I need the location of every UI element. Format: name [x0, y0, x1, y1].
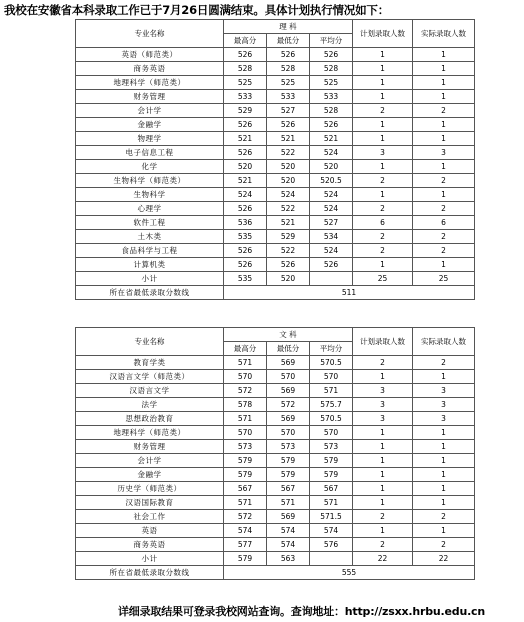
cell-min: 574	[267, 524, 310, 538]
cell-name: 汉语国际教育	[76, 496, 224, 510]
cell-min: 521	[267, 216, 310, 230]
table-row	[76, 132, 475, 146]
table-row	[76, 440, 475, 454]
table-header-row	[76, 328, 475, 342]
cell-plan: 2	[353, 538, 413, 552]
cell-name: 商务英语	[76, 62, 224, 76]
cell-name: 金融学	[76, 468, 224, 482]
cell-actual: 2	[413, 510, 475, 524]
cell-min: 579	[267, 468, 310, 482]
cell-max: 536	[224, 216, 267, 230]
provincial-line-value: 555	[224, 566, 475, 580]
cell-avg: 571	[310, 496, 353, 510]
cell-actual: 1	[413, 90, 475, 104]
cell-actual: 6	[413, 216, 475, 230]
cell-min: 572	[267, 398, 310, 412]
table-row	[76, 370, 475, 384]
table-row	[76, 146, 475, 160]
cell-actual: 1	[413, 524, 475, 538]
cell-actual: 2	[413, 174, 475, 188]
cell-max: 526	[224, 202, 267, 216]
cell-avg: 575.7	[310, 398, 353, 412]
cell-plan: 1	[353, 426, 413, 440]
cell-max: 521	[224, 174, 267, 188]
cell-plan: 1	[353, 468, 413, 482]
subtotal-max: 535	[224, 272, 267, 286]
subtotal-row	[76, 552, 475, 566]
category-header: 文 科	[224, 328, 353, 342]
cell-min: 526	[267, 48, 310, 62]
cell-avg: 527	[310, 216, 353, 230]
page-heading: 我校在安徽省本科录取工作已于7月26日圆满结束。具体计划执行情况如下：	[4, 3, 390, 17]
subtotal-label: 小计	[76, 552, 224, 566]
table-row	[76, 258, 475, 272]
column-header-major: 专业名称	[76, 20, 224, 48]
cell-name: 软件工程	[76, 216, 224, 230]
cell-actual: 2	[413, 538, 475, 552]
cell-name: 生物科学（师范类）	[76, 174, 224, 188]
cell-min: 522	[267, 244, 310, 258]
cell-plan: 6	[353, 216, 413, 230]
provincial-line-row	[76, 286, 475, 300]
cell-actual: 1	[413, 426, 475, 440]
cell-name: 教育学类	[76, 356, 224, 370]
cell-plan: 2	[353, 174, 413, 188]
cell-min: 522	[267, 146, 310, 160]
table-row	[76, 496, 475, 510]
column-header-actual: 实际录取人数	[413, 328, 475, 356]
cell-max: 571	[224, 496, 267, 510]
cell-name: 汉语言文学	[76, 384, 224, 398]
cell-max: 525	[224, 76, 267, 90]
cell-avg: 528	[310, 62, 353, 76]
cell-max: 572	[224, 384, 267, 398]
cell-name: 社会工作	[76, 510, 224, 524]
cell-name: 土木类	[76, 230, 224, 244]
cell-max: 529	[224, 104, 267, 118]
cell-min: 567	[267, 482, 310, 496]
cell-min: 570	[267, 426, 310, 440]
cell-plan: 3	[353, 412, 413, 426]
table-row	[76, 104, 475, 118]
cell-plan: 1	[353, 76, 413, 90]
cell-max: 521	[224, 132, 267, 146]
cell-plan: 1	[353, 48, 413, 62]
cell-name: 心理学	[76, 202, 224, 216]
table-row	[76, 216, 475, 230]
column-header-plan: 计划录取人数	[353, 328, 413, 356]
cell-name: 计算机类	[76, 258, 224, 272]
cell-actual: 1	[413, 76, 475, 90]
table-row	[76, 524, 475, 538]
cell-max: 528	[224, 62, 267, 76]
cell-name: 食品科学与工程	[76, 244, 224, 258]
cell-plan: 1	[353, 62, 413, 76]
cell-actual: 1	[413, 258, 475, 272]
cell-name: 地理科学（师范类）	[76, 426, 224, 440]
cell-actual: 1	[413, 370, 475, 384]
cell-avg: 526	[310, 118, 353, 132]
cell-plan: 1	[353, 132, 413, 146]
cell-avg: 528	[310, 104, 353, 118]
subtotal-actual: 25	[413, 272, 475, 286]
table-row	[76, 510, 475, 524]
cell-avg: 570.5	[310, 356, 353, 370]
column-header-max: 最高分	[224, 342, 267, 356]
cell-avg: 533	[310, 90, 353, 104]
cell-min: 522	[267, 202, 310, 216]
cell-avg: 526	[310, 258, 353, 272]
subtotal-avg	[310, 272, 353, 286]
cell-min: 579	[267, 454, 310, 468]
table-row	[76, 482, 475, 496]
cell-actual: 1	[413, 48, 475, 62]
table-row	[76, 76, 475, 90]
cell-max: 571	[224, 356, 267, 370]
science-admission-table	[75, 19, 475, 300]
cell-max: 567	[224, 482, 267, 496]
page-footer: 详细录取结果可登录我校网站查询。查询地址：http://zsxx.hrbu.edu.cn	[118, 605, 486, 618]
subtotal-row	[76, 272, 475, 286]
cell-max: 524	[224, 188, 267, 202]
cell-avg: 520.5	[310, 174, 353, 188]
cell-name: 物理学	[76, 132, 224, 146]
arts-admission-table	[75, 327, 475, 580]
cell-actual: 1	[413, 118, 475, 132]
cell-min: 526	[267, 258, 310, 272]
column-header-plan: 计划录取人数	[353, 20, 413, 48]
cell-avg: 567	[310, 482, 353, 496]
cell-name: 会计学	[76, 104, 224, 118]
cell-actual: 2	[413, 230, 475, 244]
cell-max: 574	[224, 524, 267, 538]
cell-min: 521	[267, 132, 310, 146]
cell-avg: 520	[310, 160, 353, 174]
cell-avg: 524	[310, 146, 353, 160]
column-header-major: 专业名称	[76, 328, 224, 356]
cell-actual: 1	[413, 160, 475, 174]
cell-name: 财务管理	[76, 90, 224, 104]
cell-name: 法学	[76, 398, 224, 412]
cell-max: 577	[224, 538, 267, 552]
table-row	[76, 468, 475, 482]
cell-min: 526	[267, 118, 310, 132]
provincial-line-value: 511	[224, 286, 475, 300]
cell-avg: 534	[310, 230, 353, 244]
column-header-max: 最高分	[224, 34, 267, 48]
subtotal-label: 小计	[76, 272, 224, 286]
column-header-min: 最低分	[267, 34, 310, 48]
cell-avg: 570.5	[310, 412, 353, 426]
table-row	[76, 454, 475, 468]
cell-min: 569	[267, 412, 310, 426]
cell-avg: 576	[310, 538, 353, 552]
cell-avg: 524	[310, 188, 353, 202]
cell-max: 573	[224, 440, 267, 454]
cell-avg: 573	[310, 440, 353, 454]
cell-actual: 1	[413, 132, 475, 146]
cell-avg: 570	[310, 370, 353, 384]
cell-max: 520	[224, 160, 267, 174]
cell-max: 572	[224, 510, 267, 524]
cell-plan: 1	[353, 160, 413, 174]
table-row	[76, 538, 475, 552]
subtotal-min: 520	[267, 272, 310, 286]
table-row	[76, 118, 475, 132]
cell-plan: 1	[353, 258, 413, 272]
cell-plan: 1	[353, 482, 413, 496]
table-row	[76, 90, 475, 104]
cell-plan: 1	[353, 370, 413, 384]
cell-name: 商务英语	[76, 538, 224, 552]
table-row	[76, 188, 475, 202]
cell-min: 520	[267, 174, 310, 188]
cell-max: 526	[224, 48, 267, 62]
cell-max: 526	[224, 118, 267, 132]
cell-plan: 2	[353, 202, 413, 216]
subtotal-plan: 22	[353, 552, 413, 566]
column-header-avg: 平均分	[310, 34, 353, 48]
cell-actual: 1	[413, 468, 475, 482]
cell-min: 569	[267, 384, 310, 398]
cell-actual: 1	[413, 440, 475, 454]
cell-actual: 2	[413, 244, 475, 258]
cell-plan: 1	[353, 496, 413, 510]
cell-plan: 2	[353, 356, 413, 370]
cell-plan: 1	[353, 118, 413, 132]
table-row	[76, 412, 475, 426]
cell-plan: 3	[353, 398, 413, 412]
cell-avg: 524	[310, 202, 353, 216]
cell-min: 524	[267, 188, 310, 202]
cell-min: 573	[267, 440, 310, 454]
provincial-line-label: 所在省最低录取分数线	[76, 286, 224, 300]
cell-max: 526	[224, 146, 267, 160]
cell-max: 570	[224, 370, 267, 384]
cell-avg: 570	[310, 426, 353, 440]
cell-name: 金融学	[76, 118, 224, 132]
cell-max: 571	[224, 412, 267, 426]
cell-plan: 1	[353, 524, 413, 538]
cell-actual: 3	[413, 398, 475, 412]
cell-plan: 2	[353, 230, 413, 244]
cell-name: 财务管理	[76, 440, 224, 454]
subtotal-actual: 22	[413, 552, 475, 566]
cell-actual: 3	[413, 412, 475, 426]
cell-plan: 3	[353, 146, 413, 160]
cell-actual: 1	[413, 188, 475, 202]
cell-plan: 2	[353, 510, 413, 524]
cell-actual: 3	[413, 384, 475, 398]
table-row	[76, 48, 475, 62]
cell-name: 英语	[76, 524, 224, 538]
cell-max: 535	[224, 230, 267, 244]
cell-name: 英语（师范类）	[76, 48, 224, 62]
cell-actual: 1	[413, 62, 475, 76]
cell-name: 化学	[76, 160, 224, 174]
cell-avg: 579	[310, 468, 353, 482]
cell-plan: 1	[353, 440, 413, 454]
category-header: 理 科	[224, 20, 353, 34]
cell-avg: 571.5	[310, 510, 353, 524]
subtotal-min: 563	[267, 552, 310, 566]
table-row	[76, 426, 475, 440]
cell-min: 574	[267, 538, 310, 552]
cell-name: 电子信息工程	[76, 146, 224, 160]
table-row	[76, 202, 475, 216]
cell-max: 526	[224, 258, 267, 272]
cell-actual: 2	[413, 104, 475, 118]
cell-min: 569	[267, 510, 310, 524]
cell-plan: 1	[353, 90, 413, 104]
cell-avg: 579	[310, 454, 353, 468]
cell-min: 527	[267, 104, 310, 118]
cell-avg: 574	[310, 524, 353, 538]
cell-min: 569	[267, 356, 310, 370]
cell-max: 578	[224, 398, 267, 412]
cell-min: 520	[267, 160, 310, 174]
cell-actual: 3	[413, 146, 475, 160]
cell-min: 571	[267, 496, 310, 510]
cell-avg: 525	[310, 76, 353, 90]
column-header-actual: 实际录取人数	[413, 20, 475, 48]
column-header-min: 最低分	[267, 342, 310, 356]
table-row	[76, 356, 475, 370]
cell-max: 526	[224, 244, 267, 258]
provincial-line-row	[76, 566, 475, 580]
table-row	[76, 230, 475, 244]
table-row	[76, 174, 475, 188]
cell-avg: 524	[310, 244, 353, 258]
cell-name: 思想政治教育	[76, 412, 224, 426]
table-row	[76, 244, 475, 258]
table-row	[76, 160, 475, 174]
cell-avg: 521	[310, 132, 353, 146]
cell-min: 529	[267, 230, 310, 244]
cell-max: 579	[224, 454, 267, 468]
cell-max: 579	[224, 468, 267, 482]
cell-actual: 2	[413, 202, 475, 216]
table-row	[76, 62, 475, 76]
provincial-line-label: 所在省最低录取分数线	[76, 566, 224, 580]
subtotal-plan: 25	[353, 272, 413, 286]
cell-avg: 571	[310, 384, 353, 398]
cell-plan: 1	[353, 188, 413, 202]
cell-actual: 1	[413, 454, 475, 468]
cell-max: 570	[224, 426, 267, 440]
cell-plan: 2	[353, 104, 413, 118]
subtotal-avg	[310, 552, 353, 566]
column-header-avg: 平均分	[310, 342, 353, 356]
cell-plan: 2	[353, 244, 413, 258]
cell-name: 会计学	[76, 454, 224, 468]
cell-min: 570	[267, 370, 310, 384]
cell-name: 生物科学	[76, 188, 224, 202]
cell-plan: 3	[353, 384, 413, 398]
subtotal-max: 579	[224, 552, 267, 566]
cell-name: 汉语言文学（师范类）	[76, 370, 224, 384]
cell-avg: 526	[310, 48, 353, 62]
table-row	[76, 384, 475, 398]
cell-max: 533	[224, 90, 267, 104]
cell-min: 528	[267, 62, 310, 76]
cell-name: 地理科学（师范类）	[76, 76, 224, 90]
cell-min: 525	[267, 76, 310, 90]
cell-name: 历史学（师范类）	[76, 482, 224, 496]
cell-plan: 1	[353, 454, 413, 468]
cell-actual: 1	[413, 496, 475, 510]
cell-min: 533	[267, 90, 310, 104]
table-row	[76, 398, 475, 412]
cell-actual: 2	[413, 356, 475, 370]
cell-actual: 1	[413, 482, 475, 496]
table-header-row	[76, 20, 475, 34]
